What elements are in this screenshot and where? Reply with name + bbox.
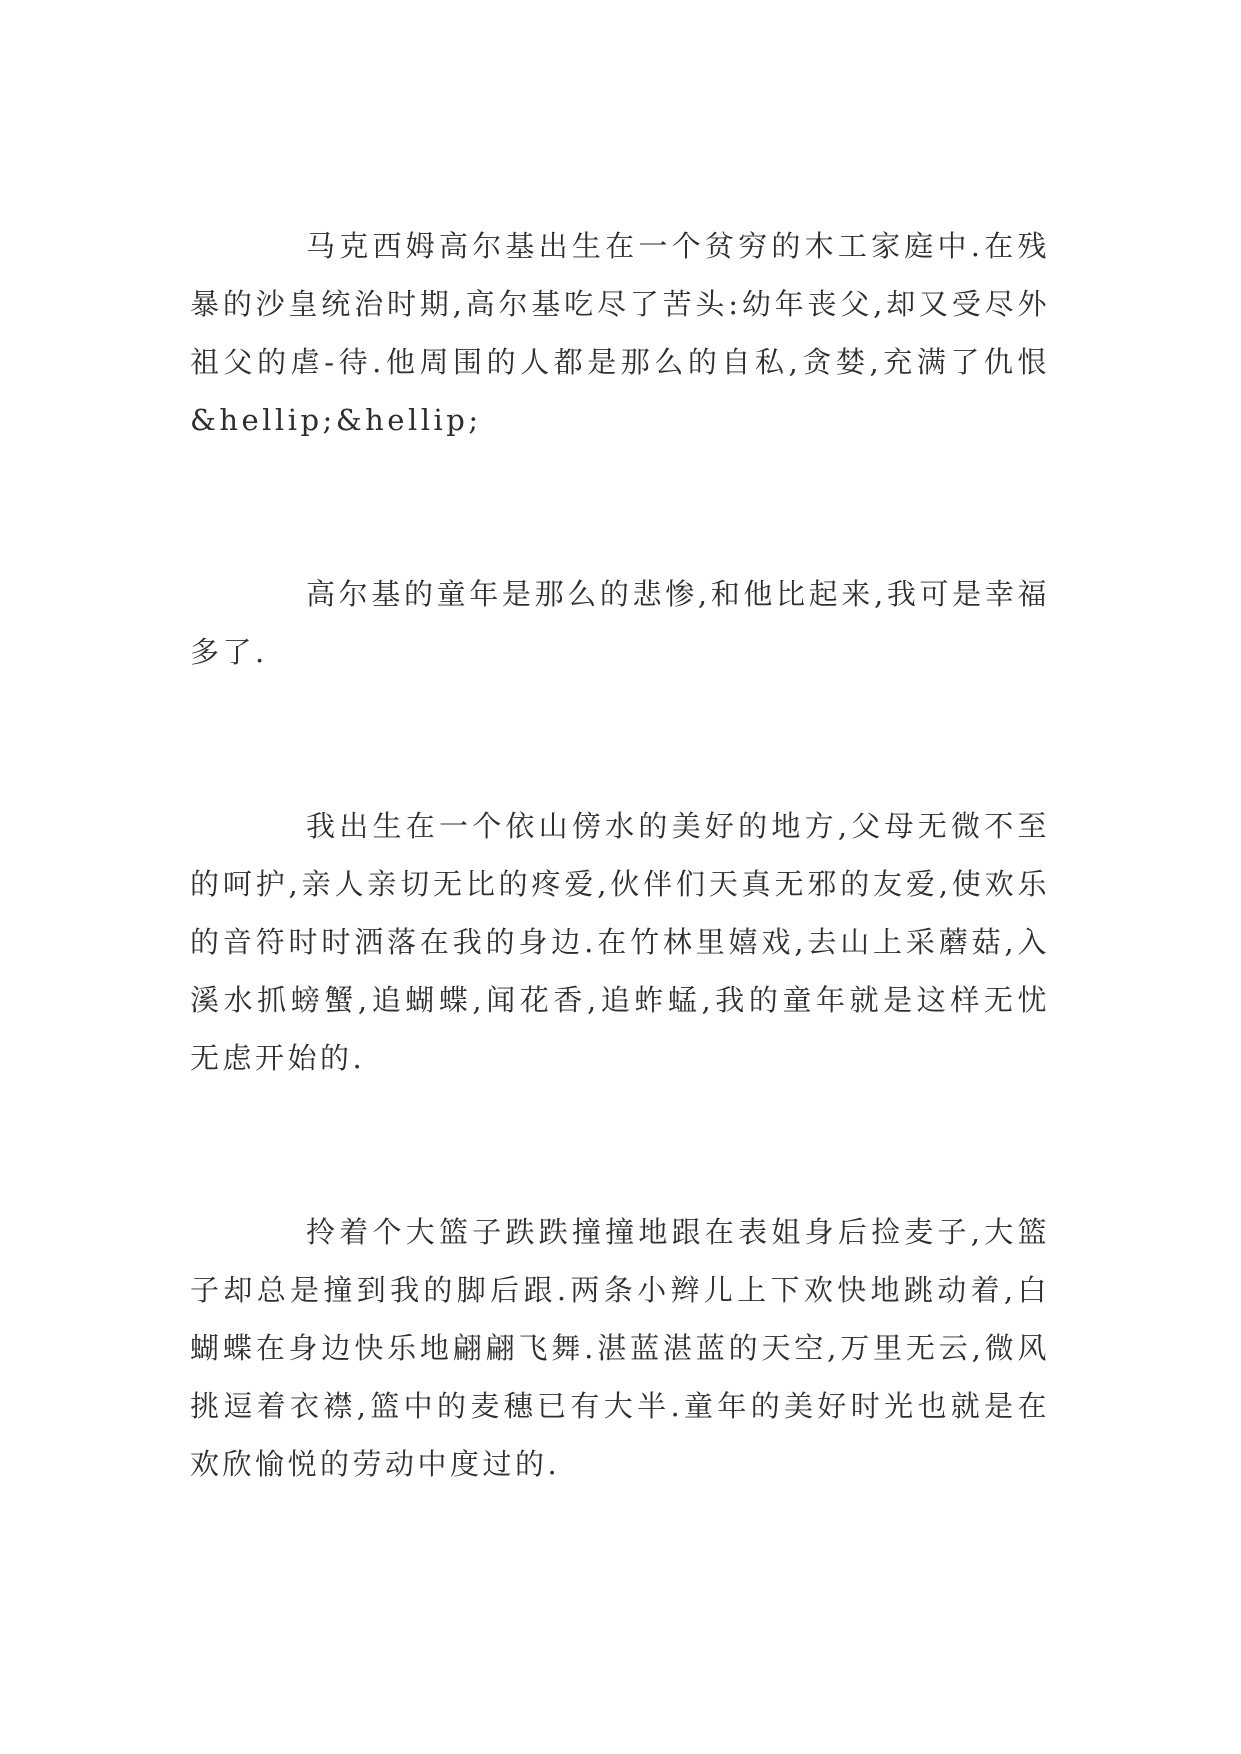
paragraph-my-childhood: 我出生在一个依山傍水的美好的地方,父母无微不至的呵护,亲人亲切无比的疼爱,伙伴们天真无邪的友爱,使欢乐的音符时时洒落在我的身边.在竹林里嬉戏,去山上采蘑菇,入溪水抓螃蟹,追蝴蝶,闻花香,追蚱蜢,我的童年就是这样无忧无虑开始的.: [190, 809, 1050, 1075]
paragraph-comparison: 高尔基的童年是那么的悲惨,和他比起来,我可是幸福多了.: [190, 577, 1050, 669]
paragraph-gleaning-wheat: 拎着个大篮子跌跌撞撞地跟在表姐身后捡麦子,大篮子却总是撞到我的脚后跟.两条小辫儿上下欢快地跳动着,白蝴蝶在身边快乐地翩翩飞舞.湛蓝湛蓝的天空,万里无云,微风挑逗着衣襟,篮中的麦穗已有大半.童年的美好时光也就是在欢欣愉悦的劳动中度过的.: [190, 1215, 1050, 1481]
paragraph-gorky-background: 马克西姆高尔基出生在一个贫穷的木工家庭中.在残暴的沙皇统治时期,高尔基吃尽了苦头:幼年丧父,却又受尽外祖父的虐-待.他周围的人都是那么的自私,贪婪,充满了仇恨&hellip;&hellip;: [190, 229, 1050, 437]
